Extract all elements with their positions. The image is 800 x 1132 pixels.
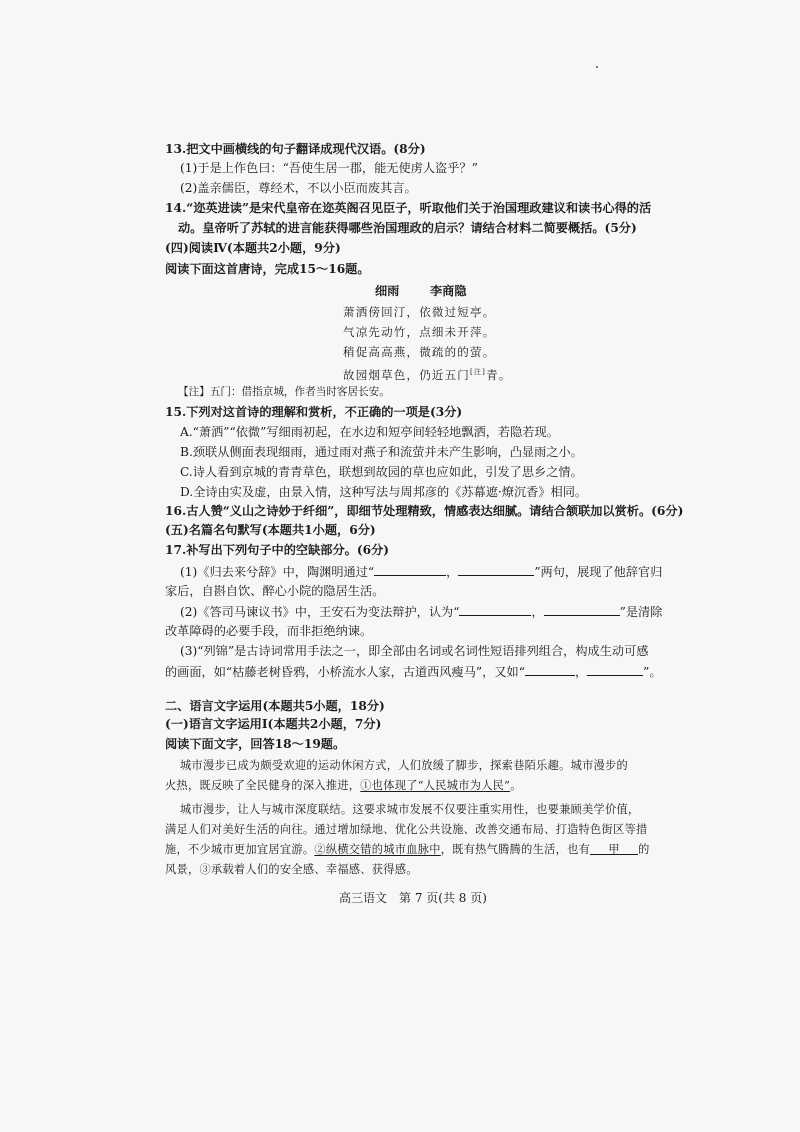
q17-item-1-suffix: ”两句，展现了他辞官归 bbox=[534, 565, 663, 579]
q14-line-1: 14.“迩英进读”是宋代皇帝在迩英阁召见臣子，听取他们关于治国理政建议和读书心得的活 bbox=[165, 201, 652, 215]
answer-blank[interactable] bbox=[458, 563, 534, 576]
q17-item-3-text: 的画面，如“枯藤老树昏鸦，小桥流水人家，古道西风瘦马”，又如“ bbox=[165, 665, 525, 679]
passage-p1-line-1: 城市漫步已成为颇受欢迎的运动休闲方式，人们放缓了脚步，探索巷陌乐趣。城市漫步的 bbox=[180, 759, 629, 772]
poem-line-1: 萧洒傍回汀，依微过短亭。 bbox=[343, 305, 496, 319]
part-2-intro: 阅读下面文字，回答18～19题。 bbox=[165, 737, 346, 751]
part-2-subheader: (一)语言文字运用Ⅰ(本题共2小题，7分) bbox=[165, 717, 382, 731]
q17-item-2 bbox=[180, 603, 662, 620]
part-2-header: 二、语言文字运用(本题共5小题，18分) bbox=[165, 699, 385, 713]
q15-title: 15.下列对这首诗的理解和赏析，不正确的一项是(3分) bbox=[165, 405, 463, 419]
q17-title: 17.补写出下列句子中的空缺部分。(6分) bbox=[165, 543, 390, 557]
poem-footnote-marker: [注] bbox=[470, 368, 487, 376]
q17-item-1 bbox=[180, 563, 662, 580]
passage-p1-text: 火热，既反映了全民健身的深入推进， bbox=[165, 779, 361, 792]
poem-line-4-end: 青。 bbox=[486, 367, 512, 382]
passage-p2-line-4: 风景，③承载着人们的安全感、幸福感、获得感。 bbox=[165, 863, 418, 876]
answer-blank[interactable] bbox=[525, 663, 575, 676]
passage-p1-end: 。 bbox=[510, 779, 522, 792]
blank-jia-label: 甲 bbox=[608, 843, 620, 856]
section-4-header: (四)阅读Ⅳ(本题共2小题，9分) bbox=[165, 241, 341, 255]
q15-option-c: C.诗人看到京城的青青草色，联想到故园的草也应如此，引发了思乡之情。 bbox=[180, 465, 583, 479]
q15-option-b: B.颈联从侧面表现细雨，通过雨对燕子和流萤并未产生影响，凸显雨之小。 bbox=[180, 445, 583, 459]
passage-p1-line-2 bbox=[165, 778, 522, 794]
passage-p2-text-3: 的 bbox=[638, 843, 650, 856]
q15-option-a: A.“萧洒”“依微”写细雨初起，在水边和短亭间轻轻地飘洒，若隐若现。 bbox=[180, 425, 559, 439]
q13-sentence-1: (1)于是上作色曰：“吾使生居一郡，能无使虏人盗乎？” bbox=[180, 161, 478, 175]
q15-option-d: D.全诗由实及虚，由景入情，这种写法与周邦彦的《苏幕遮·燎沉香》相同。 bbox=[180, 485, 588, 499]
q14-line-2: 动。皇帝听了苏轼的进言能获得哪些治国理政的启示？请结合材料二简要概括。(5分) bbox=[178, 221, 637, 235]
section-5-header: (五)名篇名句默写(本题共1小题，6分) bbox=[165, 523, 376, 537]
answer-blank[interactable] bbox=[587, 663, 643, 676]
poem-author: 李商隐 bbox=[430, 284, 467, 298]
passage-p2-line-1: 城市漫步，让人与城市深度联结。这要求城市发展不仅要注重实用性，也要兼顾美学价值， bbox=[180, 803, 640, 816]
q17-item-2-comma: ， bbox=[531, 605, 544, 619]
passage-p2-line-2: 满足人们对美好生活的向往。通过增加绿地、优化公共设施、改善交通布局、打造特色街区等措 bbox=[165, 823, 648, 836]
q17-item-3-cont bbox=[165, 663, 662, 680]
underlined-sentence-1: ①也体现了“人民城市为人民” bbox=[360, 779, 511, 792]
poem-line-3: 稍促高高燕，微疏的的萤。 bbox=[343, 345, 496, 359]
scan-speck bbox=[596, 66, 598, 68]
q16-text: 16.古人赞“义山之诗妙于纤细”，即细节处理精致，情感表达细腻。请结合颔联加以赏析。(6分) bbox=[165, 504, 684, 518]
blank-jia[interactable] bbox=[590, 842, 638, 855]
answer-blank[interactable] bbox=[374, 563, 446, 576]
passage-p2-text-2: ，既有热气腾腾的生活，也有 bbox=[440, 843, 591, 856]
underlined-sentence-2: ②纵横交错的城市血脉中 bbox=[314, 843, 441, 856]
poem-line-4 bbox=[343, 364, 511, 383]
q17-item-3-suffix: ”。 bbox=[643, 665, 662, 679]
q17-item-1-prefix: (1)《归去来兮辞》中，陶渊明通过“ bbox=[180, 565, 375, 579]
q13-title: 13.把文中画横线的句子翻译成现代汉语。(8分) bbox=[165, 142, 426, 156]
poem-title: 细雨 bbox=[375, 284, 400, 298]
q17-item-2-prefix: (2)《答司马谏议书》中，王安石为变法辩护，认为“ bbox=[180, 605, 460, 619]
q17-item-2-suffix: ”是清除 bbox=[619, 605, 663, 619]
q17-item-3: (3)“列锦”是古诗词常用手法之一，即全部由名词或名词性短语排列组合，构成生动可感 bbox=[180, 644, 649, 658]
answer-blank[interactable] bbox=[544, 603, 620, 616]
q17-item-1-cont: 家后，自斟自饮、醉心小院的隐居生活。 bbox=[165, 584, 385, 598]
q17-item-1-comma: ， bbox=[446, 565, 459, 579]
page-footer: 高三语文 第 7 页(共 8 页) bbox=[339, 891, 487, 905]
poem-line-2: 气凉先动竹，点细未开萍。 bbox=[343, 325, 496, 339]
poem-line-4-text: 故园烟草色，仍近五门 bbox=[343, 367, 470, 382]
q17-item-2-cont: 改革障碍的必要手段，而非拒绝纳谏。 bbox=[165, 624, 373, 638]
answer-blank[interactable] bbox=[459, 603, 531, 616]
poem-note: 【注】五门：借指京城，作者当时客居长安。 bbox=[178, 386, 390, 398]
section-4-intro: 阅读下面这首唐诗，完成15～16题。 bbox=[165, 262, 370, 276]
passage-p2-line-3 bbox=[165, 842, 650, 858]
passage-p2-text: 施，不少城市更加宜居宜游。 bbox=[165, 843, 315, 856]
q17-item-3-comma: ， bbox=[574, 665, 588, 679]
q13-sentence-2: (2)盖亲儒臣，尊经术，不以小臣而废其言。 bbox=[180, 181, 417, 195]
